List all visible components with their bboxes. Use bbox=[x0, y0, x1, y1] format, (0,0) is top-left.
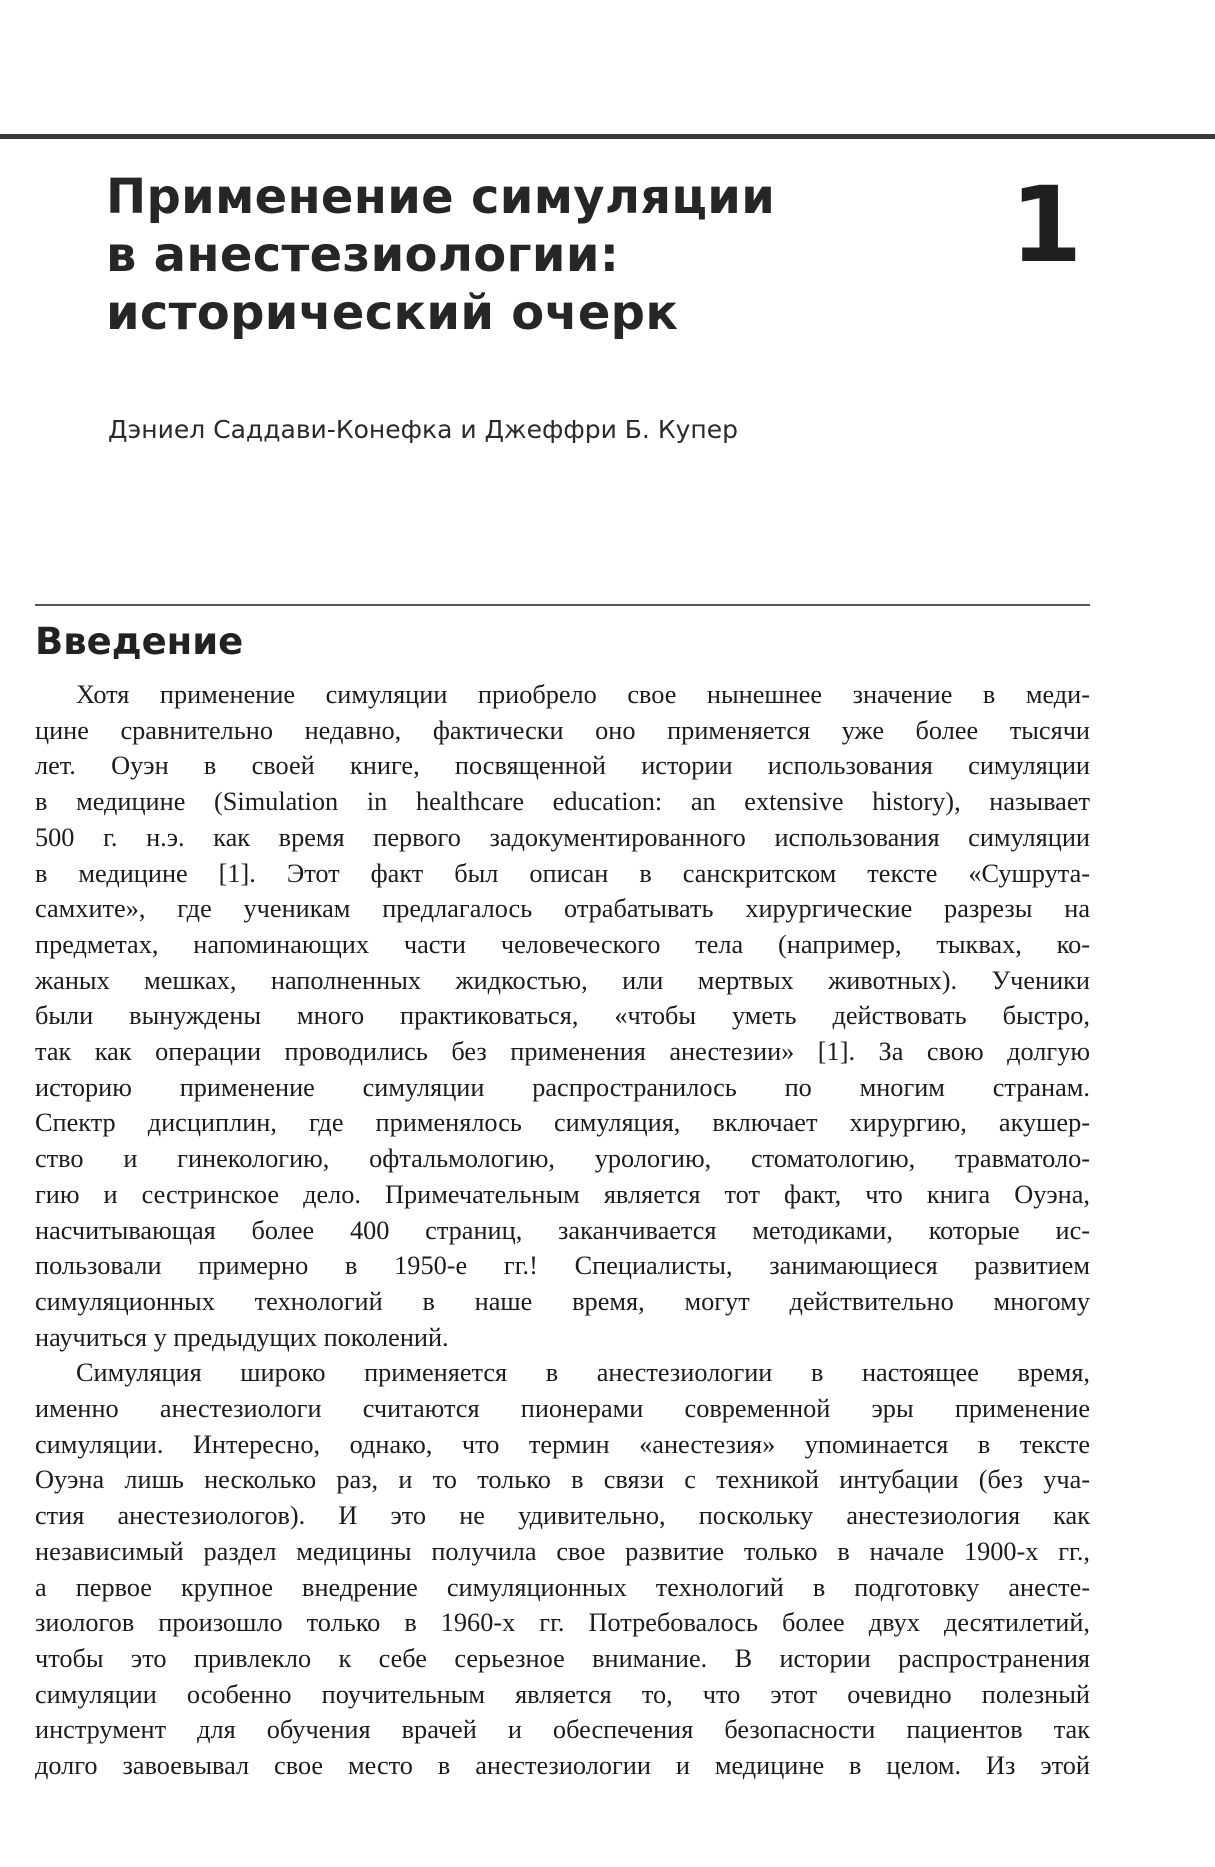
paragraph-line: жаных мешках, наполненных жидкостью, или мертвых животных). Ученики bbox=[35, 965, 1090, 995]
paragraph-line: Оуэна лишь несколько раз, и то только в связи с техникой интубации (без уча- bbox=[35, 1465, 1090, 1495]
chapter-title-line: исторический очерк bbox=[106, 285, 679, 341]
chapter-authors: Дэниел Саддави-Конефка и Джеффри Б. Купер bbox=[108, 415, 738, 444]
paragraph-line: цине сравнительно недавно, фактически оно применяется уже более тысячи bbox=[35, 715, 1090, 745]
paragraph-line: Спектр дисциплин, где применялось симуляция, включает хирургию, акушер- bbox=[35, 1108, 1090, 1138]
paragraph-line: чтобы это привлекло к себе серьезное внимание. В истории распространения bbox=[35, 1643, 1090, 1673]
paragraph-line: насчитывающая более 400 страниц, заканчивается методиками, которые ис- bbox=[35, 1215, 1090, 1245]
paragraph-line: лет. Оуэн в своей книге, посвященной истории использования симуляции bbox=[35, 751, 1090, 781]
chapter-title bbox=[106, 168, 966, 342]
paragraph-line: гию и сестринское дело. Примечательным является тот факт, что книга Оуэна, bbox=[35, 1179, 1090, 1209]
paragraph-line: стия анестезиологов). И это не удивительно, поскольку анестезиология как bbox=[35, 1501, 1090, 1531]
chapter-title-line: в анестезиологии: bbox=[106, 227, 620, 283]
paragraph-line: а первое крупное внедрение симуляционных технологий в подготовку анесте- bbox=[35, 1572, 1090, 1602]
section-rule bbox=[35, 604, 1090, 606]
paragraph-line: предметах, напоминающих части человеческого тела (например, тыквах, ко- bbox=[35, 929, 1090, 959]
section-heading: Введение bbox=[35, 620, 244, 663]
paragraph-line: были вынуждены много практиковаться, «чтобы уметь действовать быстро, bbox=[35, 1001, 1090, 1031]
body-text bbox=[35, 677, 1090, 1784]
chapter-title-line: Применение симуляции bbox=[106, 169, 776, 225]
paragraph-line: Симуляция широко применяется в анестезиологии в настоящее время, bbox=[76, 1358, 1090, 1388]
paragraph-line: самхите», где ученикам предлагалось отрабатывать хирургические разрезы на bbox=[35, 894, 1090, 924]
paragraph-line: ство и гинекологию, офтальмологию, урологию, стоматологию, травматоло- bbox=[35, 1144, 1090, 1174]
chapter-number: 1 bbox=[1010, 164, 1083, 286]
paragraph-line: независимый раздел медицины получила свое развитие только в начале 1900-х гг., bbox=[35, 1536, 1090, 1566]
paragraph-line: 500 г. н.э. как время первого задокументированного использования симуляции bbox=[35, 822, 1090, 852]
paragraph-line: историю применение симуляции распространилось по многим странам. bbox=[35, 1072, 1090, 1102]
paragraph-line: долго завоевывал свое место в анестезиологии и медицине в целом. Из этой bbox=[35, 1751, 1090, 1781]
paragraph-1 bbox=[35, 677, 1090, 1355]
paragraph-line: Хотя применение симуляции приобрело свое нынешнее значение в меди- bbox=[76, 680, 1090, 709]
paragraph-line: симуляционных технологий в наше время, могут действительно многому bbox=[35, 1286, 1090, 1316]
paragraph-line: инструмент для обучения врачей и обеспечения безопасности пациентов так bbox=[35, 1715, 1090, 1745]
paragraph-line: именно анестезиологи считаются пионерами современной эры применение bbox=[35, 1394, 1090, 1424]
paragraph-line: в медицине [1]. Этот факт был описан в санскритском тексте «Сушрута- bbox=[35, 858, 1090, 888]
paragraph-line: научиться у предыдущих поколений. bbox=[35, 1322, 449, 1352]
top-rule bbox=[0, 134, 1215, 139]
paragraph-line: пользовали примерно в 1950-е гг.! Специалисты, занимающиеся развитием bbox=[35, 1251, 1090, 1281]
paragraph-2 bbox=[35, 1355, 1090, 1783]
paragraph-line: симуляции. Интересно, однако, что термин «анестезия» упоминается в тексте bbox=[35, 1429, 1090, 1459]
paragraph-line: симуляции особенно поучительным является то, что этот очевидно полезный bbox=[35, 1679, 1090, 1709]
paragraph-line: зиологов произошло только в 1960-х гг. Потребовалось более двух десятилетий, bbox=[35, 1608, 1090, 1638]
paragraph-line: в медицине (Simulation in healthcare education: an extensive history), называет bbox=[35, 787, 1090, 817]
paragraph-line: так как операции проводились без применения анестезии» [1]. За свою долгую bbox=[35, 1037, 1090, 1067]
